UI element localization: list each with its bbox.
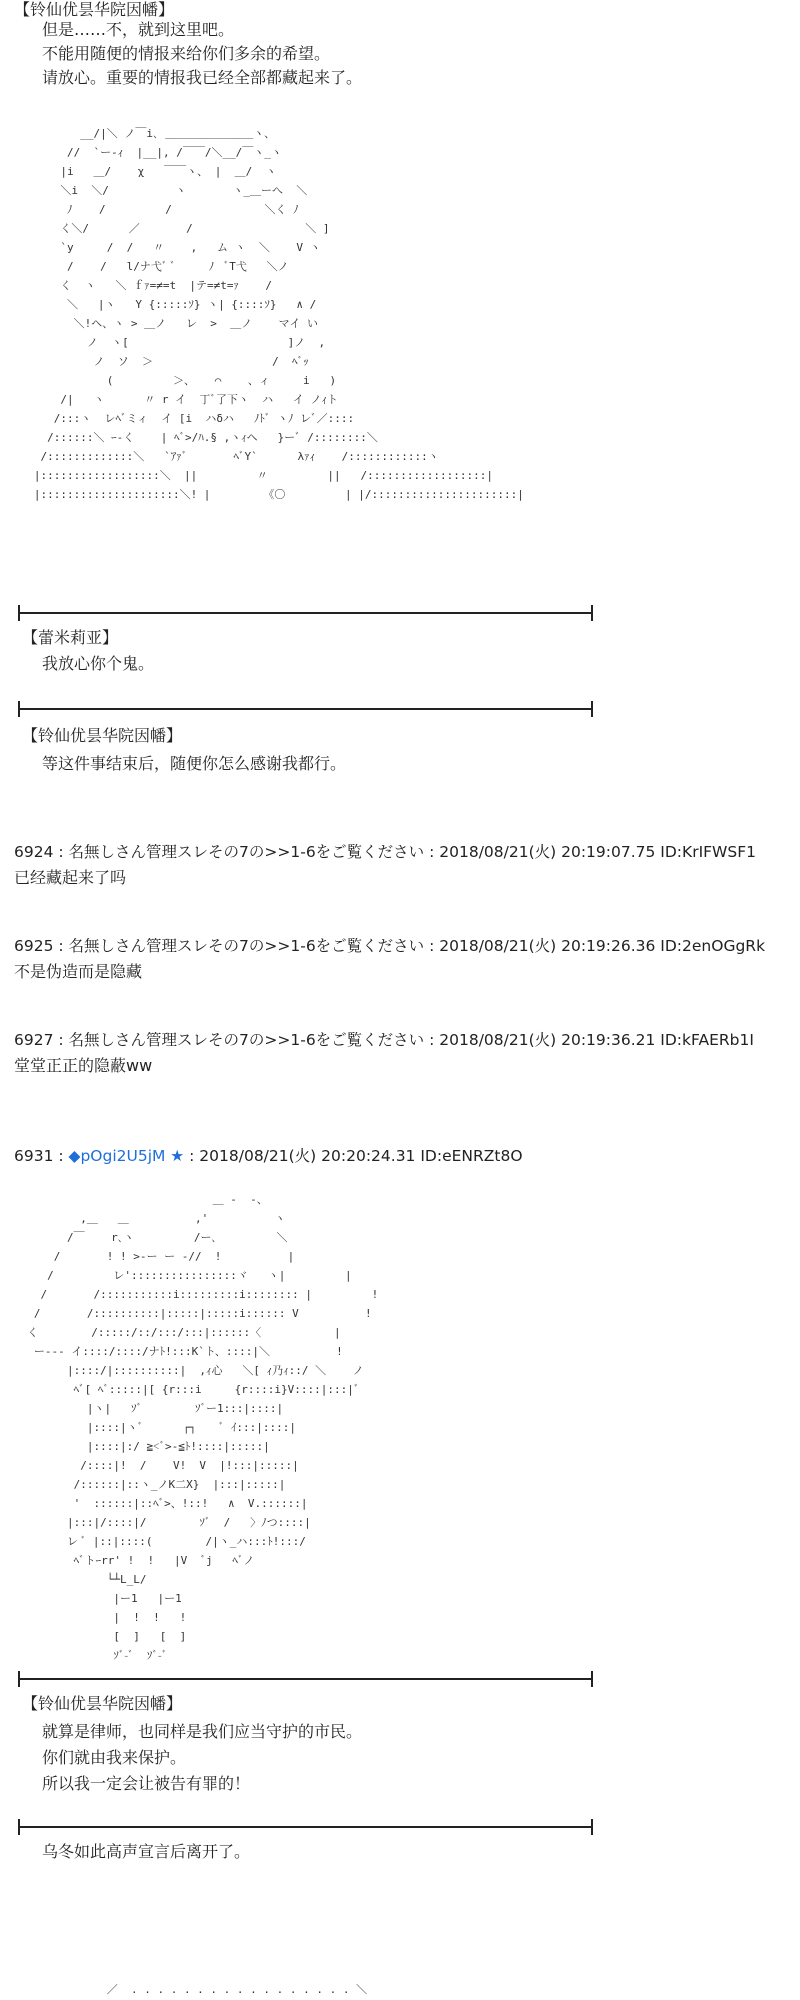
speaker-name-block1: 【铃仙优昙华院因幡】 [14,0,175,19]
dialogue-line: 等这件事结束后，随便你怎么感谢我都行。 [42,754,347,773]
separator [18,708,593,710]
speaker-name-block4: 【铃仙优昙华院因幡】 [22,1694,183,1713]
speaker-name-block2: 【蕾米莉亚】 [22,628,119,647]
speaker-name-block3: 【铃仙优昙华院因幡】 [22,726,183,745]
poster-name-link[interactable]: ◆pOgi2U5jM ★ [68,1147,185,1165]
ascii-art-reisen: __/|＼ ノ￣i､ ＿＿＿＿＿＿＿＿ヽ、 // `ー-ｨ |__|, /￣￣/＼__/￣ヽ_ヽ |i ＿/ χ ￣￣ヽ、 | ＿/ ヽ ＼i ＼/ ヽ ヽ_＿ーへ ＼ ﾉ / / ＼く ﾉ く＼/ ／ / ＼ ] `y / / 〃 , ム ヽ ＼ V ヽ / / l/ナ弋ﾞ ﾞ ﾉ ﾞT弋 ＼ノ く ヽ ＼ ｆｧ=≠=t |テ=≠t=ｧ / ＼ |ヽ Y {:::::ｿ} ヽ| {::::ｿ} ∧ / ＼!ヘ、ヽ > ＿ノ レ > ＿ノ マイ い ノ ヽ[ ]ノ , ノ ソ ＞ / ﾍﾞｯ ( ＞、 ⌒ 、ィ i ) /| ヽ 〃 r イ 丁ﾞ了下ヽ ハ イ ノｨト /:::ヽ レﾍﾞミィ イ [i ハδハ ﾉﾄﾞ ヽﾉ レﾞ／:::: /::::::＼ ｰ-く | ﾍﾞ>/ﾊ.§ ,ヽｨヘ }ーﾞ /::::::::＼ /:::::::::::::＼ `ｱｧﾞ ﾍﾞY` λｧｨ /::::::::::::ヽ |::::::::::::::::::＼ || 〃 || /::::::::::::::::::| |:::::::::::::::::::::＼! | 《〇 | |/::::::::::::::::::::::| [33,127,524,501]
post-header: 6925 : 名無しさん管理スレその7の>>1-6をご覧ください : 2018/08/21(火) 20:19:26.36 ID:2enOGgRk [14,937,766,955]
post-body: 不是伪造而是隐藏 [14,962,143,981]
ascii-art-partial: ／ . . . . . . . . . . . . . . . . . ＼ [14,1983,368,1996]
dialogue-line: 所以我一定会让被告有罪的！ [42,1774,251,1793]
post-body: 已经藏起来了吗 [14,868,127,887]
dialogue-line: 我放心你个鬼。 [42,654,155,673]
dialogue-line: 就算是律师，也同样是我们应当守护的市民。 [42,1722,363,1741]
post-header-6931 [14,1146,523,1166]
narration-line: 乌冬如此高声宣言后离开了。 [42,1842,251,1861]
dialogue-line: 不能用随便的情报来给你们多余的希望。 [42,44,331,63]
separator [18,1826,593,1828]
post-meta: : 2018/08/21(火) 20:20:24.31 ID:eENRZt8O [184,1147,523,1165]
dialogue-line: 请放心。重要的情报我已经全部都藏起来了。 [42,68,363,87]
separator [18,1678,593,1680]
post-body: 堂堂正正的隐蔽ww [14,1056,153,1075]
post-header: 6924 : 名無しさん管理スレその7の>>1-6をご覧ください : 2018/08/21(火) 20:19:07.75 ID:KrIFWSF1 [14,843,756,861]
dialogue-line: 你们就由我来保护。 [42,1748,187,1767]
ascii-art-reisen-standing: ＿ - -、 ,＿ ＿ ,' ヽ /￣ r､ヽ /ー､ ＼ / ! ! >-ー ー -// ! | / レ'::::::::::::::::ヾ ヽ| | / /:::::::::::i:::::::::i:::::::: | ! / /::::::::::|:::::|:::::i:::::: V ! く /:::::/::/:::/:::|::::::〈 | ー--- イ::::/::::/ナﾄ!:::K`ト、::::|＼ ! |::::/|::::::::::| ,ｨ心 ＼[ ｨ乃ｨ::/ ＼ ノ ﾍﾞ[ ﾍﾞ:::::|[ {r:::i {r::::i}V::::|:::|ﾞ |ヽ| ｿﾞ ｿﾞー1:::|::::| |::::|ヽﾞ ┌┐ ﾞ ｲ:::|::::| |::::|:/ ≧<ﾞ>-≦ﾄ!::::|:::::| /::::|! / V! V |!:::|:::::| /::::::|::ヽ_ノK二X} |:::|:::::| ' ::::::|::ﾍﾞ>、!::! ∧ V.::::::| |:::|/::::|/ ｿﾞ / 〉ﾉつ::::| レ ﾞ |::|::::( /|ヽ_ハ:::ﾄ!:::/ ﾍﾞトｰrr' ! ! |V ﾞj ﾍﾞノ └┴L_L/ |ー1 |ー1 | ! ! ! [ ] [ ] ｿﾞ-ﾞ ｿﾞ-ﾞ [27,1193,379,1662]
dialogue-line: 但是……不，就到这里吧。 [42,20,235,39]
separator [18,612,593,614]
post-header: 6927 : 名無しさん管理スレその7の>>1-6をご覧ください : 2018/08/21(火) 20:19:36.21 ID:kFAERb1I [14,1031,754,1049]
post-number: 6931 : [14,1147,69,1165]
